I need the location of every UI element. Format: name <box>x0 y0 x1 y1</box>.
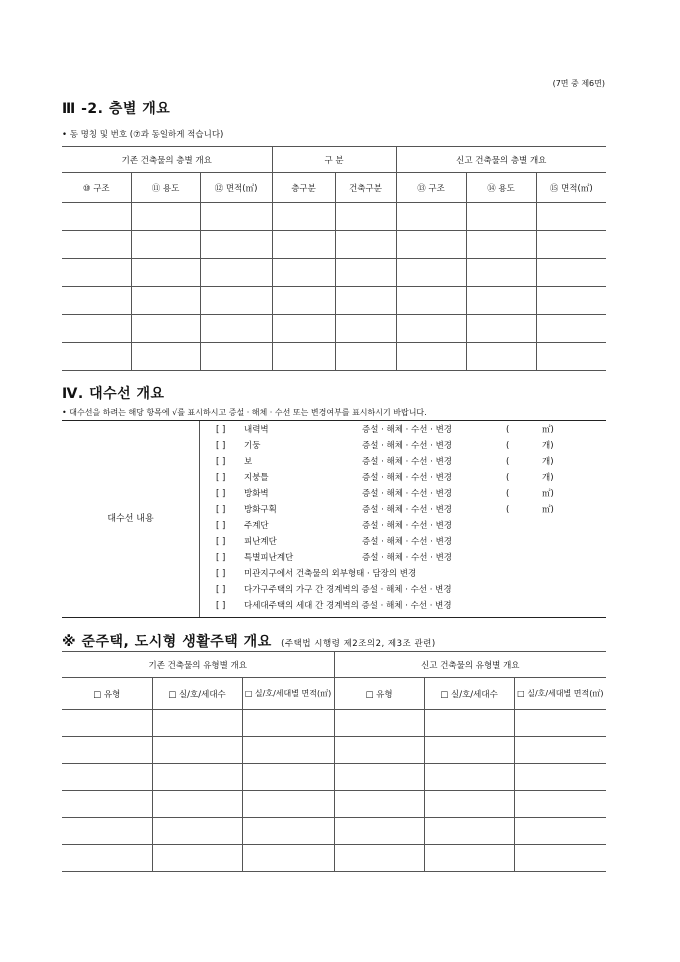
repair-item-ops[interactable]: 증설 · 해체 · 수선 · 변경 <box>362 425 453 435</box>
section-title-floors: Ⅲ -2. 층별 개요 <box>62 101 171 117</box>
repair-item-ops[interactable]: 증설 · 해체 · 수선 · 변경 <box>362 489 453 499</box>
table-cell[interactable] <box>466 259 536 287</box>
table-row <box>62 737 606 764</box>
repair-item-ops[interactable]: 증설 · 해체 · 수선 · 변경 <box>362 553 453 563</box>
table-cell[interactable] <box>62 287 131 315</box>
repair-item-name: 보 <box>244 457 253 467</box>
repair-item-ops[interactable]: 증설 · 해체 · 수선 · 변경 <box>362 473 453 483</box>
table-cell[interactable] <box>334 818 424 845</box>
table-cell[interactable] <box>272 231 335 259</box>
checkbox[interactable]: [ ] <box>216 425 226 435</box>
table-cell[interactable] <box>514 791 606 818</box>
repair-item-ops[interactable]: 증설 · 해체 · 수선 · 변경 <box>362 537 453 547</box>
table-cell[interactable] <box>272 259 335 287</box>
repair-item-name: 피난계단 <box>244 537 277 547</box>
column-header: ⑩ 구조 <box>62 173 131 203</box>
column-header: ⑪ 용도 <box>131 173 200 203</box>
repair-item-ops[interactable]: 증설 · 해체 · 수선 · 변경 <box>362 505 453 515</box>
housing-type-table <box>62 651 606 872</box>
header-existing-floors: 기존 건축물의 층별 개요 <box>62 147 272 173</box>
table-cell[interactable] <box>242 845 334 872</box>
table-cell[interactable] <box>242 710 334 737</box>
table-cell[interactable] <box>424 791 514 818</box>
table-cell[interactable] <box>131 203 200 231</box>
table-cell[interactable] <box>514 818 606 845</box>
table-cell[interactable] <box>466 315 536 343</box>
repair-item-name: 주계단 <box>244 521 269 531</box>
section-title-text: ※ 준주택, 도시형 생활주택 개요 <box>62 634 272 650</box>
column-header: ⑬ 구조 <box>396 173 466 203</box>
table-cell[interactable] <box>200 287 272 315</box>
header-report-types: 신고 건축물의 유형별 개요 <box>334 652 606 678</box>
checkbox[interactable]: [ ] <box>216 505 226 515</box>
paren-open: ( <box>506 441 510 451</box>
table-row <box>62 791 606 818</box>
table-cell[interactable] <box>62 231 131 259</box>
paren-open: ( <box>506 457 510 467</box>
table-cell[interactable] <box>335 259 396 287</box>
table-cell[interactable] <box>335 203 396 231</box>
table-row <box>62 845 606 872</box>
table-cell[interactable] <box>152 845 242 872</box>
unit-label: 개) <box>542 473 554 483</box>
table-cell[interactable] <box>152 818 242 845</box>
table-cell[interactable] <box>62 203 131 231</box>
unit-label: ㎡) <box>542 489 554 499</box>
table-row <box>62 315 606 343</box>
table-cell[interactable] <box>272 315 335 343</box>
column-header: □ 실/호/세대수 <box>424 678 514 710</box>
floor-overview-table <box>62 146 606 371</box>
section-title-major-repair: Ⅳ. 대수선 개요 <box>62 386 165 402</box>
column-header: ⑮ 면적(㎡) <box>536 173 606 203</box>
checkbox[interactable]: [ ] <box>216 537 226 547</box>
table-cell[interactable] <box>200 231 272 259</box>
table-cell[interactable] <box>334 764 424 791</box>
table-cell[interactable] <box>62 764 152 791</box>
table-cell[interactable] <box>200 315 272 343</box>
checkbox[interactable]: [ ] <box>216 489 226 499</box>
table-cell[interactable] <box>272 343 335 371</box>
table-cell[interactable] <box>514 737 606 764</box>
column-header: ⑫ 면적(㎡) <box>200 173 272 203</box>
table-cell[interactable] <box>152 791 242 818</box>
table-cell[interactable] <box>466 343 536 371</box>
unit-label: 개) <box>542 457 554 467</box>
table-cell[interactable] <box>200 343 272 371</box>
table-cell[interactable] <box>200 203 272 231</box>
column-header: □ 실/호/세대별 면적(㎡) <box>242 678 334 710</box>
table-cell[interactable] <box>396 231 466 259</box>
table-cell[interactable] <box>131 287 200 315</box>
table-cell[interactable] <box>514 845 606 872</box>
table-row <box>62 203 606 231</box>
table-row <box>62 710 606 737</box>
table-cell[interactable] <box>424 845 514 872</box>
column-header: ⑭ 용도 <box>466 173 536 203</box>
checkbox[interactable]: [ ] <box>216 457 226 467</box>
repair-item-name: 방화벽 <box>244 489 269 499</box>
table-cell[interactable] <box>272 287 335 315</box>
table-cell[interactable] <box>334 737 424 764</box>
table-cell[interactable] <box>536 343 606 371</box>
table-cell[interactable] <box>242 818 334 845</box>
table-row <box>62 343 606 371</box>
header-report-floors: 신고 건축물의 층별 개요 <box>396 147 606 173</box>
table-cell[interactable] <box>242 764 334 791</box>
table-cell[interactable] <box>536 259 606 287</box>
table-row <box>62 764 606 791</box>
section-note-major-repair: • 대수선을 하려는 해당 항목에 √를 표시하시고 증설 · 해체 · 수선 또는 변경여부를 표시하시기 바랍니다. <box>62 408 427 417</box>
checkbox[interactable]: [ ] <box>216 553 226 563</box>
column-header: 건축구분 <box>335 173 396 203</box>
column-header: □ 실/호/세대별 면적(㎡) <box>514 678 606 710</box>
major-repair-label: 대수선 내용 <box>107 514 154 524</box>
paren-open: ( <box>506 425 510 435</box>
table-row <box>62 818 606 845</box>
repair-item-name: 내력벽 <box>244 425 269 435</box>
column-header: 층구분 <box>272 173 335 203</box>
table-cell[interactable] <box>424 764 514 791</box>
paren-open: ( <box>506 473 510 483</box>
table-cell[interactable] <box>131 315 200 343</box>
column-header: □ 유형 <box>62 678 152 710</box>
table-cell[interactable] <box>334 845 424 872</box>
repair-item-text: 미관지구에서 건축물의 외부형태 · 담장의 변경 <box>244 569 417 579</box>
repair-item-ops[interactable]: 증설 · 해체 · 수선 · 변경 <box>362 457 453 467</box>
table-cell[interactable] <box>272 203 335 231</box>
table-cell[interactable] <box>335 231 396 259</box>
repair-item-ops[interactable]: 증설 · 해체 · 수선 · 변경 <box>362 521 453 531</box>
repair-item-name: 방화구획 <box>244 505 277 515</box>
table-cell[interactable] <box>396 315 466 343</box>
paren-open: ( <box>506 505 510 515</box>
repair-item-text: 다세대주택의 세대 간 경계벽의 증설 · 해체 · 수선 · 변경 <box>244 601 452 611</box>
page-number: (7면 중 제6면) <box>552 79 605 88</box>
paren-open: ( <box>506 489 510 499</box>
repair-item-name: 기둥 <box>244 441 261 451</box>
table-cell[interactable] <box>62 259 131 287</box>
table-cell[interactable] <box>131 259 200 287</box>
table-cell[interactable] <box>334 791 424 818</box>
column-header: □ 실/호/세대수 <box>152 678 242 710</box>
table-cell[interactable] <box>334 710 424 737</box>
table-row <box>62 259 606 287</box>
header-division: 구 분 <box>272 147 396 173</box>
checkbox[interactable]: [ ] <box>216 569 226 579</box>
table-cell[interactable] <box>396 343 466 371</box>
table-cell[interactable] <box>335 287 396 315</box>
unit-label: 개) <box>542 441 554 451</box>
table-cell[interactable] <box>424 710 514 737</box>
repair-item-text: 다가구주택의 가구 간 경계벽의 증설 · 해체 · 수선 · 변경 <box>244 585 452 595</box>
table-cell[interactable] <box>242 791 334 818</box>
unit-label: ㎡) <box>542 425 554 435</box>
table-cell[interactable] <box>466 287 536 315</box>
table-row <box>62 231 606 259</box>
section-note-floors: • 동 명칭 및 번호 (⑦과 동일하게 적습니다) <box>62 130 224 140</box>
table-cell[interactable] <box>424 818 514 845</box>
checkbox[interactable]: [ ] <box>216 473 226 483</box>
table-cell[interactable] <box>514 764 606 791</box>
table-cell[interactable] <box>335 315 396 343</box>
table-cell[interactable] <box>424 737 514 764</box>
table-cell[interactable] <box>62 845 152 872</box>
table-cell[interactable] <box>62 791 152 818</box>
table-cell[interactable] <box>514 710 606 737</box>
divider <box>199 421 200 617</box>
repair-item-name: 지붕틀 <box>244 473 269 483</box>
table-cell[interactable] <box>152 737 242 764</box>
table-cell[interactable] <box>62 343 131 371</box>
header-existing-types: 기존 건축물의 유형별 개요 <box>62 652 334 678</box>
table-cell[interactable] <box>396 203 466 231</box>
table-cell[interactable] <box>62 737 152 764</box>
table-cell[interactable] <box>62 818 152 845</box>
table-cell[interactable] <box>242 737 334 764</box>
checkbox[interactable]: [ ] <box>216 521 226 531</box>
table-cell[interactable] <box>62 315 131 343</box>
checkbox[interactable]: [ ] <box>216 441 226 451</box>
table-cell[interactable] <box>466 203 536 231</box>
repair-item-name: 특별피난계단 <box>244 553 294 563</box>
column-header: □ 유형 <box>334 678 424 710</box>
table-cell[interactable] <box>152 710 242 737</box>
checkbox[interactable]: [ ] <box>216 585 226 595</box>
table-row <box>62 287 606 315</box>
table-cell[interactable] <box>396 287 466 315</box>
table-cell[interactable] <box>536 315 606 343</box>
table-cell[interactable] <box>466 231 536 259</box>
table-cell[interactable] <box>536 203 606 231</box>
checkbox[interactable]: [ ] <box>216 601 226 611</box>
table-cell[interactable] <box>536 287 606 315</box>
repair-item-ops[interactable]: 증설 · 해체 · 수선 · 변경 <box>362 441 453 451</box>
section-title-quasi-housing <box>62 631 436 651</box>
section-subtitle: (주택법 시행령 제2조의2, 제3조 관련) <box>281 639 436 649</box>
table-cell[interactable] <box>131 231 200 259</box>
table-cell[interactable] <box>335 343 396 371</box>
table-cell[interactable] <box>131 343 200 371</box>
table-cell[interactable] <box>62 710 152 737</box>
table-cell[interactable] <box>152 764 242 791</box>
unit-label: ㎡) <box>542 505 554 515</box>
table-cell[interactable] <box>536 231 606 259</box>
table-cell[interactable] <box>200 259 272 287</box>
table-cell[interactable] <box>396 259 466 287</box>
